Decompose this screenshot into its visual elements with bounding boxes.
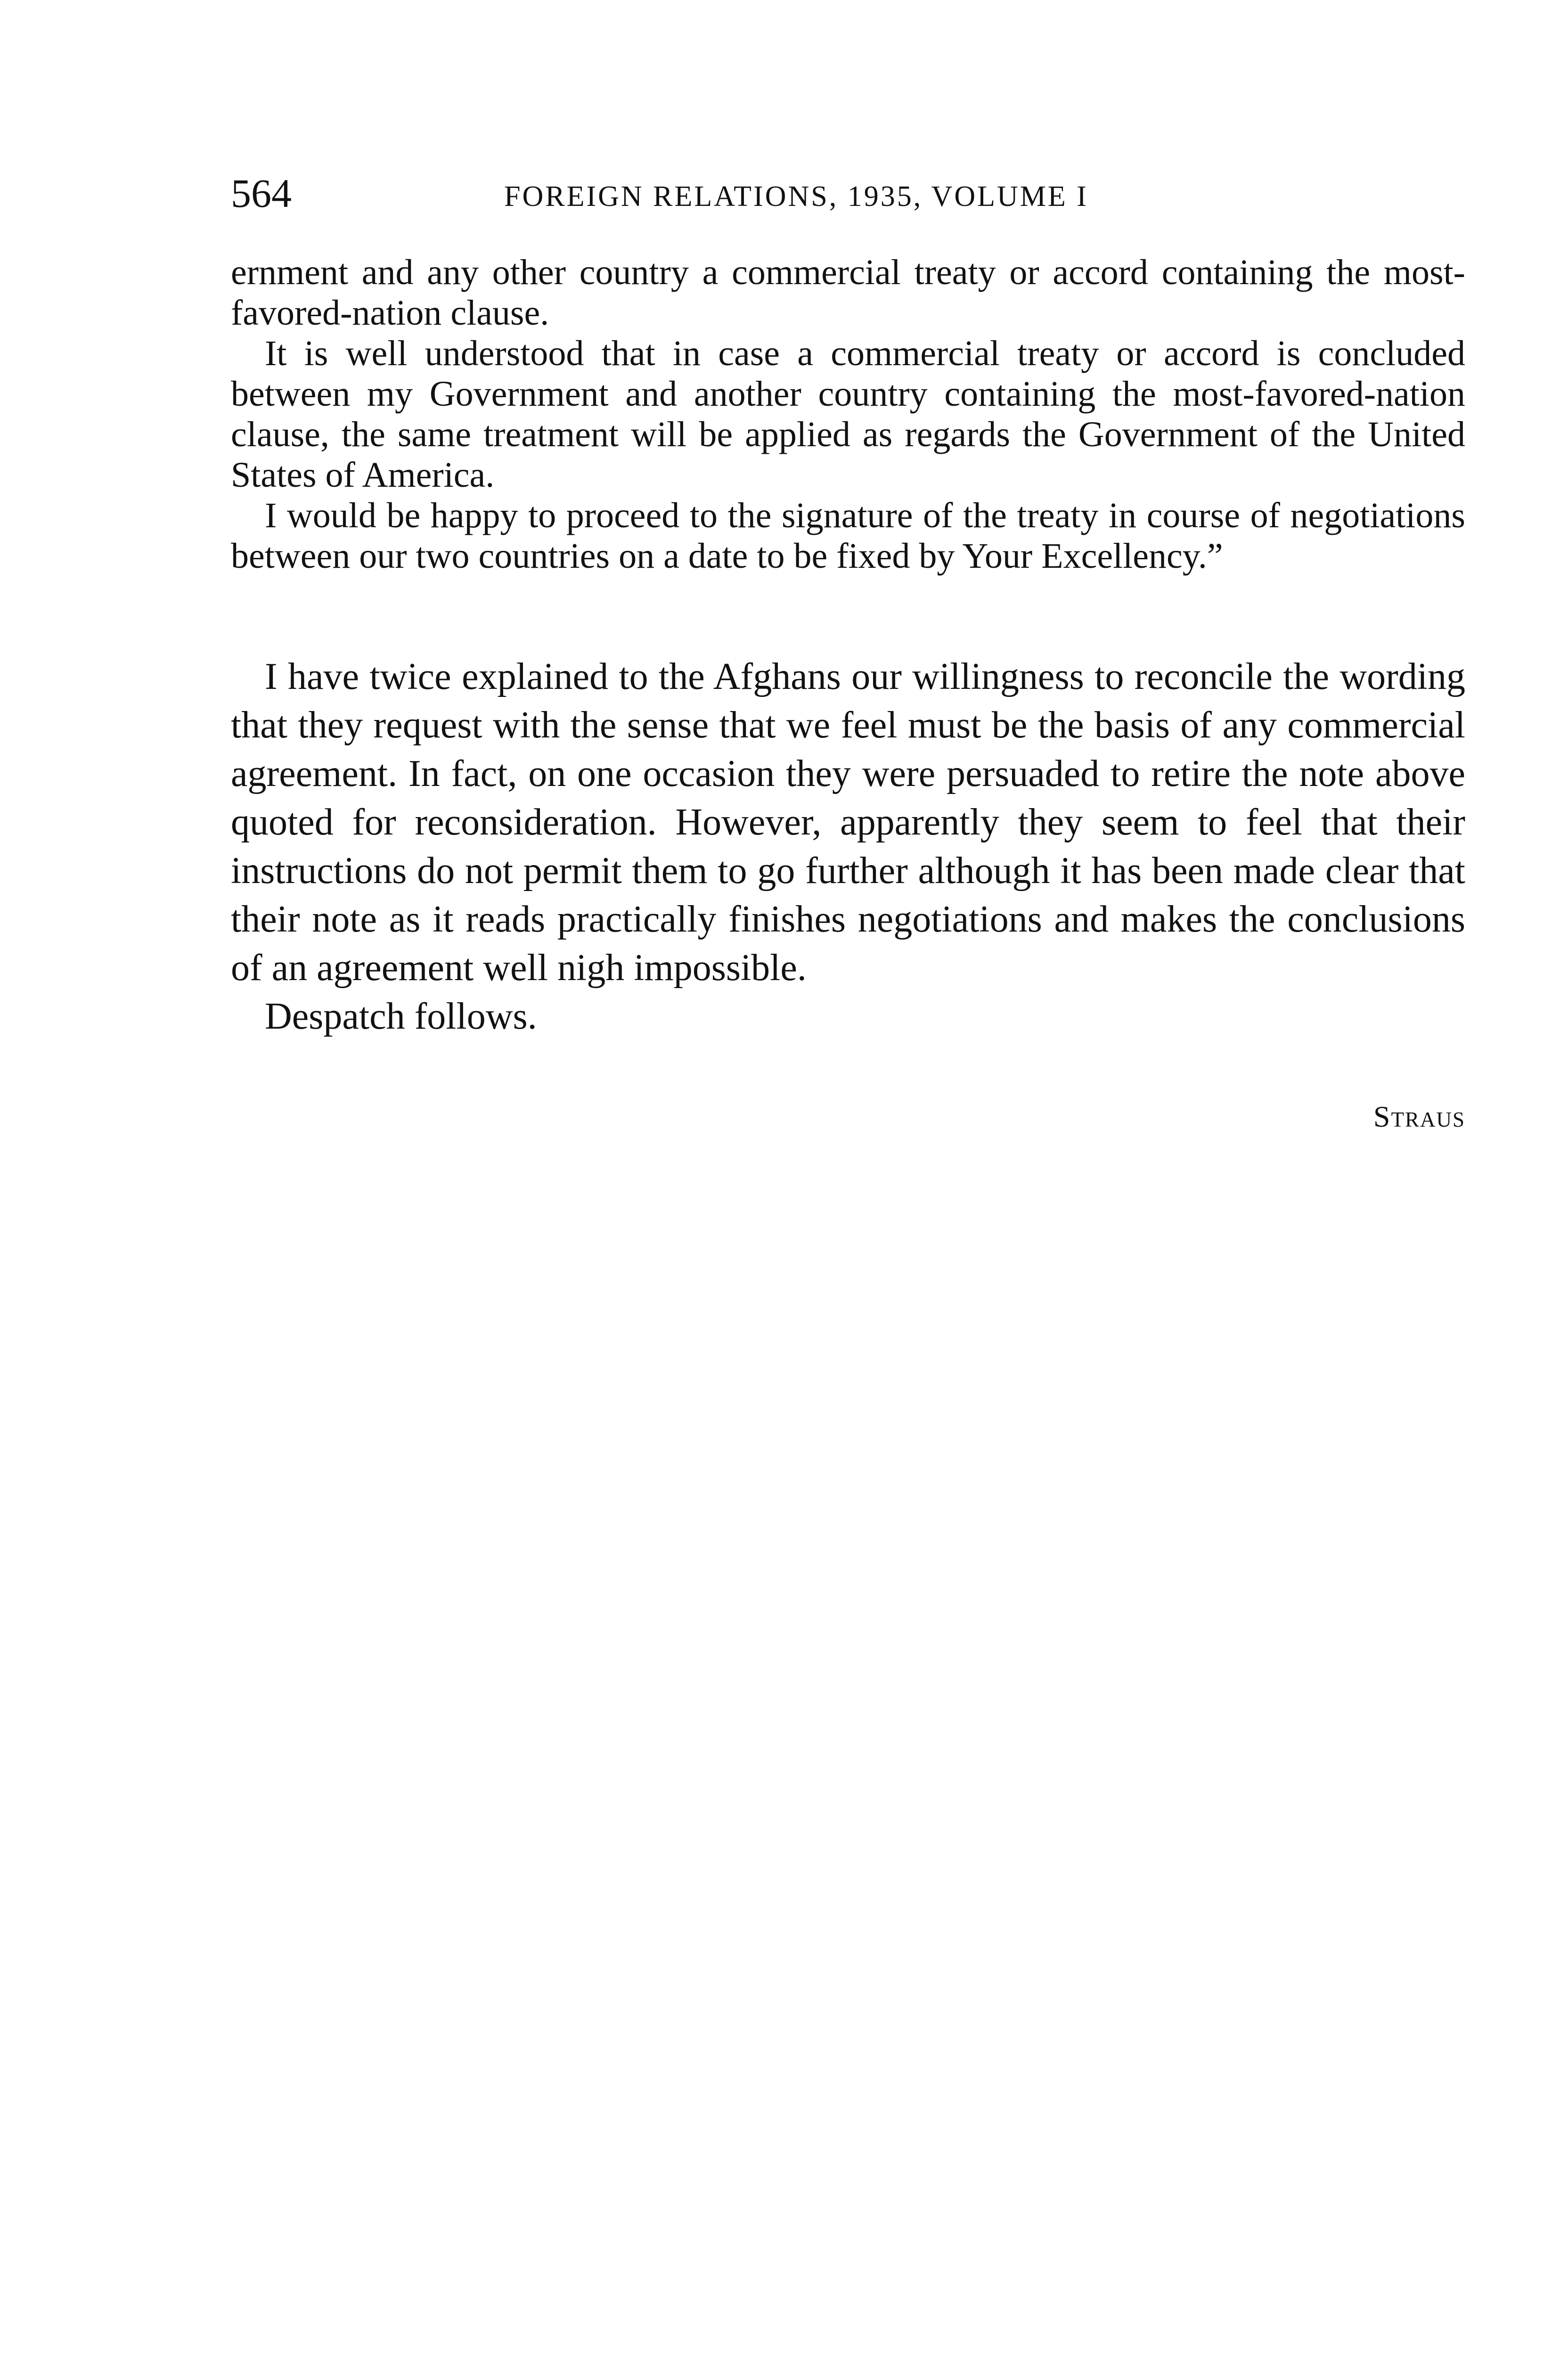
quoted-paragraph: ernment and any other country a commercial treaty or accord containing the most-favored-nation clause. xyxy=(231,253,1465,333)
page-header xyxy=(231,167,1465,219)
quoted-paragraph: I would be happy to proceed to the signature of the treaty in course of negotiations between our two countries on a date to be fixed by Your Excellency.” xyxy=(231,496,1465,576)
quoted-note xyxy=(231,252,1465,576)
body-paragraph: I have twice explained to the Afghans our willingness to reconcile the wording that they request with the sense that we feel must be the basis of any commercial agreement. In fact, on one occasion they were persuaded to retire the note above quoted for reconsideration. However, apparently they seem to feel that their instructions do not permit them to go further although it has been made clear that their note as it reads practically finishes negotiations and makes the conclusions of an agreement well nigh impossible. xyxy=(231,656,1465,989)
body-text xyxy=(231,653,1465,1041)
signature: Straus xyxy=(1373,1100,1465,1133)
quoted-paragraph: It is well understood that in case a commercial treaty or accord is concluded between my Government and another country containing the most-favored-nation clause, the same treatment will be applied as regards the Government of the United States of America. xyxy=(231,334,1465,495)
running-head: FOREIGN RELATIONS, 1935, VOLUME I xyxy=(504,180,1088,213)
page-number: 564 xyxy=(231,171,292,216)
body-paragraph: Despatch follows. xyxy=(265,996,537,1037)
